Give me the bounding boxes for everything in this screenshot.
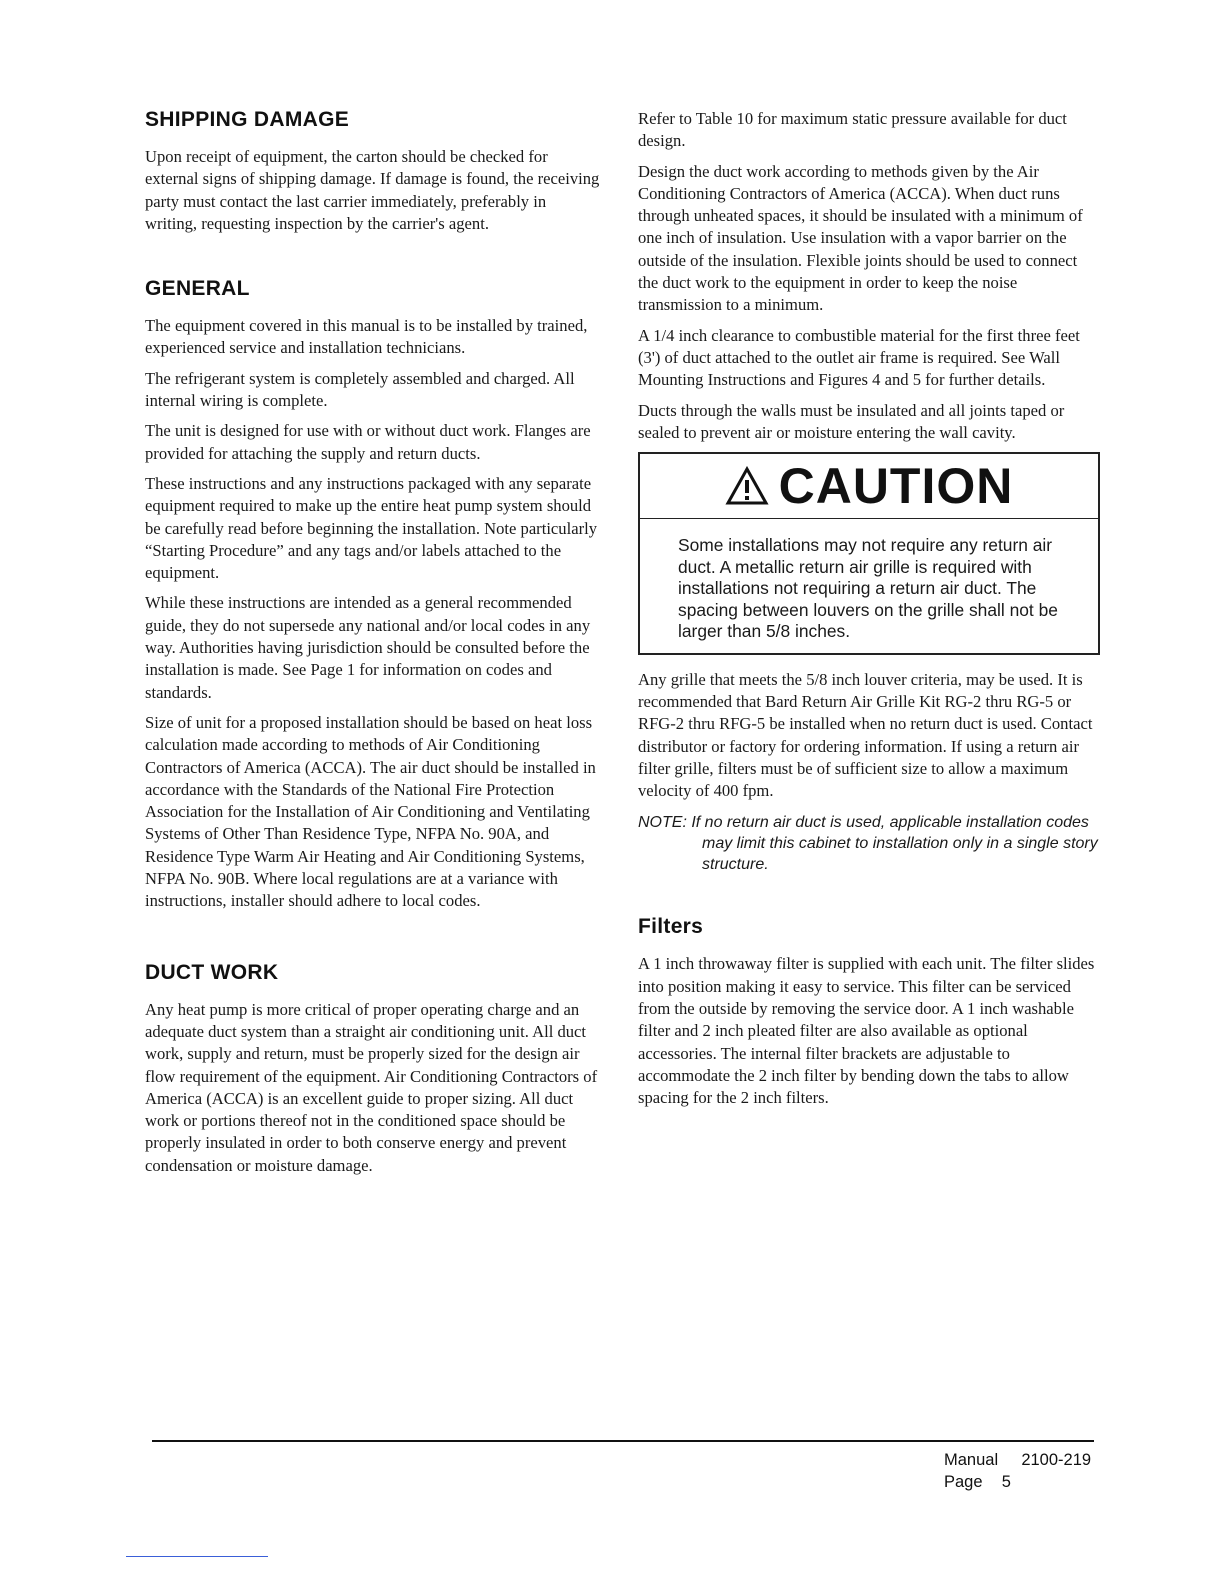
page-label: Page <box>944 1473 983 1491</box>
left-column <box>145 108 600 1185</box>
filters-heading: Filters <box>638 915 704 939</box>
duct-work-paragraph: Any heat pump is more critical of proper operating charge and an adequate duct system than a straight air conditioning unit. All duct work, supply and return, must be properly sized for the design air flow requirement of the equipment. Air Conditioning Contractors of America (ACCA) is an excellent guide to proper sizing. All duct work or portions thereof not in the conditioned space should be properly insulated in order to both conserve energy and prevent condensation or moisture damage. <box>145 999 598 1175</box>
right-column <box>638 108 1100 1118</box>
general-paragraph: Size of unit for a proposed installation should be based on heat loss calculation made according to methods of Air Conditioning Contractors of America (ACCA). The air duct should be installed in accordance with the Standards of the National Fire Protection Association for the Installation of Air Conditioning and Ventilating Systems of Other Than Residence Type, NFPA No. 90A, and Residence Type Warm Air Heating and Air Conditioning Systems, NFPA No. 90B. Where local regulations are at a variance with instructions, installer should adhere to local codes. <box>145 712 596 911</box>
duct-design-paragraph: Design the duct work according to methods given by the Air Conditioning Contractors of America (ACCA). When duct runs through unheated spaces, it should be insulated with a minimum of one inch of insulation. Use insulation with a vapor barrier on the outside of the insulation. Flexible joints should be used to connect the duct work to the equipment in order to keep the noise transmission to a minimum. <box>638 161 1083 315</box>
general-heading: GENERAL <box>145 277 250 301</box>
shipping-damage-paragraph: Upon receipt of equipment, the carton should be checked for external signs of shipping damage. If damage is found, the receiving party must contact the last carrier immediately, preferably in writing, requesting inspection by the carrier's agent. <box>145 147 600 233</box>
caution-text: Some installations may not require any return air duct. A metallic return air grille is required with installations not requiring a return air duct. The spacing between louvers on the grille shall not be larger than 5/8 inches. <box>678 535 1058 642</box>
manual-number: 2100-219 <box>1021 1451 1092 1469</box>
warning-triangle-icon <box>725 466 769 506</box>
duct-design-paragraph: A 1/4 inch clearance to combustible material for the first three feet (3') of duct attached to the outlet air frame is required. See Wall Mounting Instructions and Figures 4 and 5 for further details. <box>638 325 1080 390</box>
duct-design-paragraph: Ducts through the walls must be insulated and all joints taped or sealed to prevent air or moisture entering the wall cavity. <box>638 400 1065 442</box>
general-paragraph: The refrigerant system is completely assembled and charged. All internal wiring is complete. <box>145 368 575 411</box>
general-paragraph: While these instructions are intended as a general recommended guide, they do not supersede any national and/or local codes in any way. Authorities having jurisdiction should be consulted before the installation is made. See Page 1 for information on codes and standards. <box>145 593 591 702</box>
scan-artifact-line <box>126 1556 268 1557</box>
caution-box <box>638 452 1100 655</box>
manual-label: Manual <box>944 1451 999 1469</box>
general-paragraph: The unit is designed for use with or without duct work. Flanges are provided for attaching the supply and return ducts. <box>145 421 591 463</box>
duct-design-paragraph: Refer to Table 10 for maximum static pressure available for duct design. <box>638 109 1067 151</box>
duct-work-heading: DUCT WORK <box>145 960 279 984</box>
installation-note: NOTE: If no return air duct is used, applicable installation codes may limit this cabinet to installation only in a single story structure. <box>638 814 1098 874</box>
general-paragraph: These instructions and any instructions packaged with any separate equipment required to make up the entire heat pump system should be carefully read before beginning the installation. Note particularly “Starting Procedure” and any tags and/or labels attached to the equipment. <box>145 473 598 583</box>
shipping-damage-heading: SHIPPING DAMAGE <box>145 108 350 131</box>
caution-header <box>640 454 1098 519</box>
grille-paragraph: Any grille that meets the 5/8 inch louver criteria, may be used. It is recommended that Bard Return Air Grille Kit RG-2 thru RG-5 or RFG-2 thru RFG-5 be installed when no return duct is used. Contact distributor or factory for ordering information. If using a return air filter grille, filters must be of sufficient size to allow a maximum velocity of 400 fpm. <box>638 669 1093 801</box>
page-number: 5 <box>1001 1473 1011 1491</box>
footer-rule <box>152 1440 1094 1442</box>
page-footer <box>944 1449 1091 1493</box>
caution-title: CAUTION <box>778 458 1014 515</box>
filters-paragraph: A 1 inch throwaway filter is supplied with each unit. The filter slides into position making it easy to service. This filter can be serviced from the outside by removing the service door. A 1 inch washable filter and 2 inch pleated filter are also available as optional accessories. The internal filter brackets are adjustable to accommodate the 2 inch filter by bending down the tabs to allow spacing for the 2 inch filters. <box>638 954 1095 1108</box>
general-paragraph: The equipment covered in this manual is to be installed by trained, experienced service and installation technicians. <box>145 316 588 358</box>
